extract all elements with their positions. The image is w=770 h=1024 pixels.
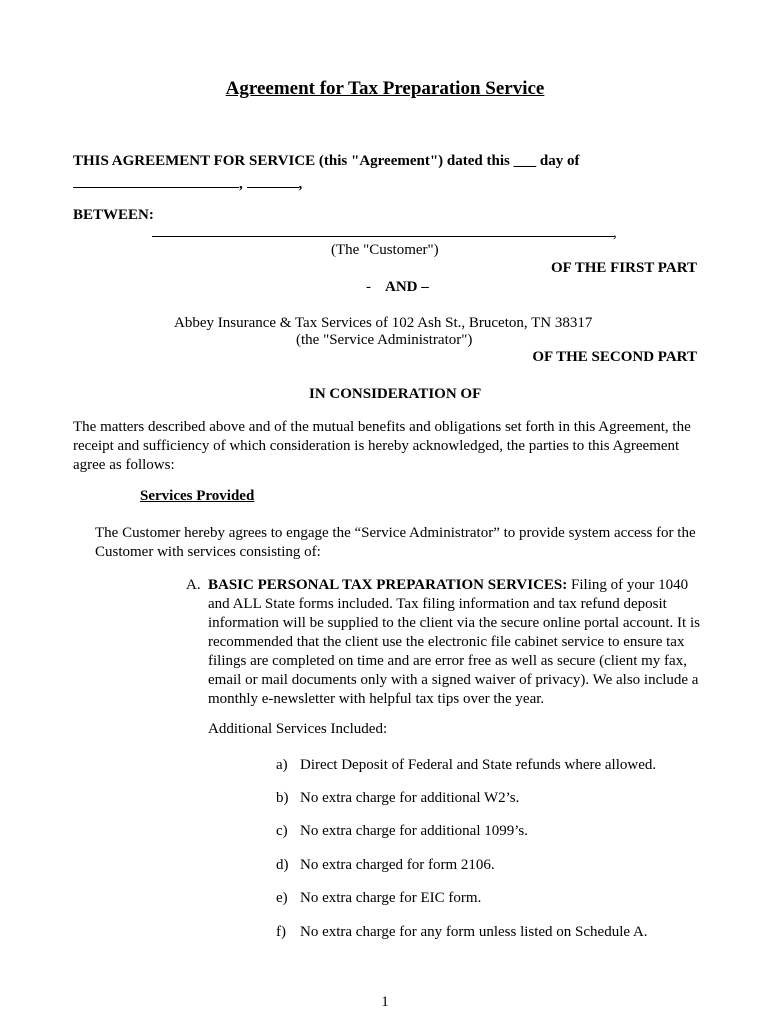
list-item	[276, 856, 495, 875]
section-a-paragraph	[208, 576, 704, 709]
year-blank	[247, 173, 299, 188]
list-item	[276, 923, 648, 942]
month-blank	[73, 173, 239, 188]
second-part-label: OF THE SECOND PART	[532, 349, 697, 365]
list-item-text: No extra charged for form 2106.	[300, 857, 495, 873]
and-label: AND –	[385, 279, 429, 295]
agreement-intro-line: THIS AGREEMENT FOR SERVICE (this "Agreement") dated this ___ day of	[73, 153, 580, 169]
list-item-letter: d)	[276, 857, 289, 873]
list-item	[276, 889, 481, 908]
consideration-paragraph: The matters described above and of the mutual benefits and obligations set forth in this Agreement, the receipt and sufficiency of which consideration is hereby acknowledged, the parties to this Agreement agree as follows:	[73, 419, 691, 473]
customer-label: (The "Customer")	[331, 242, 439, 258]
list-item-letter: f)	[276, 924, 286, 940]
list-item	[276, 789, 519, 808]
agreement-date-blanks	[73, 173, 302, 194]
customer-line-comma: ,	[613, 225, 617, 241]
list-item-text: No extra charge for additional 1099’s.	[300, 823, 528, 839]
list-item-text: Direct Deposit of Federal and State refunds where allowed.	[300, 757, 657, 773]
between-label: BETWEEN:	[73, 207, 154, 223]
list-item	[276, 822, 528, 841]
section-a-heading: BASIC PERSONAL TAX PREPARATION SERVICES:	[208, 577, 568, 593]
list-item-letter: b)	[276, 790, 289, 806]
page-number: 1	[381, 994, 389, 1010]
customer-name-line	[152, 236, 614, 237]
list-item	[276, 756, 656, 775]
date-comma-1: ,	[239, 176, 243, 192]
list-item-text: No extra charge for EIC form.	[300, 890, 482, 906]
list-item-text: No extra charge for any form unless listed on Schedule A.	[300, 924, 648, 940]
list-item-letter: a)	[276, 757, 288, 773]
and-dash: -	[366, 279, 371, 295]
date-comma-2: ,	[298, 176, 303, 192]
consideration-heading: IN CONSIDERATION OF	[309, 386, 482, 402]
section-a-body: Filing of your 1040 and ALL State forms included. Tax filing information and tax refund deposit information will be supplied to the client via the secure online portal account. It is recommended that the client use the electronic file cabinet service to ensure tax filings are completed on time and are error free as well as secure (client my fax, email or mail documents only with a signed waiver of privacy). We also include a monthly e-newsletter with helpful tax tips over the year.	[208, 577, 700, 707]
additional-services-heading: Additional Services Included:	[208, 721, 388, 737]
section-a-letter: A.	[186, 577, 201, 593]
first-part-label: OF THE FIRST PART	[550, 260, 697, 276]
list-item-text: No extra charge for additional W2’s.	[300, 790, 520, 806]
service-administrator-name: Abbey Insurance & Tax Services of 102 Ash St., Bruceton, TN 38317	[174, 315, 593, 331]
document-title: Agreement for Tax Preparation Service	[225, 78, 545, 99]
list-item-letter: e)	[276, 890, 288, 906]
services-intro-paragraph: The Customer hereby agrees to engage the “Service Administrator” to provide system access for the Customer with services consisting of:	[95, 525, 696, 560]
services-heading: Services Provided	[140, 488, 255, 504]
list-item-letter: c)	[276, 823, 288, 839]
service-administrator-label: (the "Service Administrator")	[296, 332, 473, 348]
